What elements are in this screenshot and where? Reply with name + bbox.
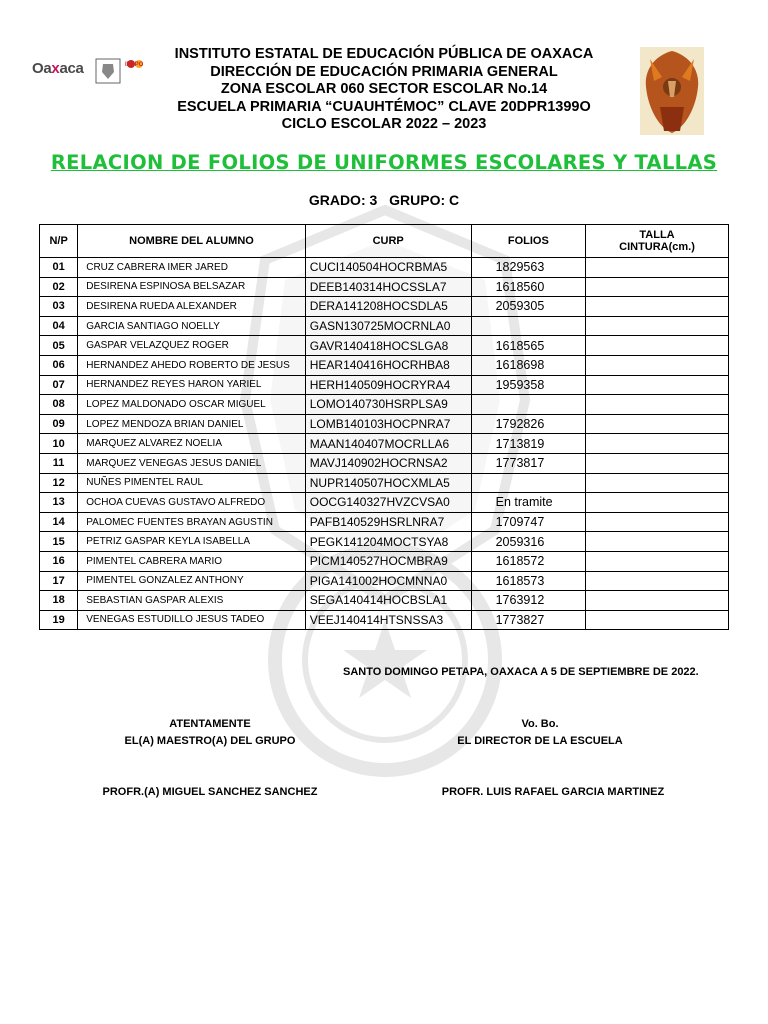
header-np: N/P bbox=[40, 225, 78, 258]
table-row bbox=[40, 414, 729, 434]
header-line-direction: DIRECCIÓN DE EDUCACIÓN PRIMARIA GENERAL bbox=[210, 63, 558, 80]
cell-folio bbox=[471, 473, 585, 493]
header-talla-line1: TALLA bbox=[639, 229, 675, 241]
cell-np: 08 bbox=[40, 395, 78, 415]
cell-curp: PIGA141002HOCMNNA0 bbox=[305, 571, 471, 591]
cell-np: 05 bbox=[40, 336, 78, 356]
cell-talla bbox=[586, 434, 729, 454]
oaxaca-logo-text: Oaxaca bbox=[32, 60, 84, 77]
cell-np: 10 bbox=[40, 434, 78, 454]
cell-student-name: HERNANDEZ REYES HARON YARIEL bbox=[78, 375, 306, 395]
header-curp: CURP bbox=[305, 225, 471, 258]
cell-curp: PICM140527HOCMBRA9 bbox=[305, 551, 471, 571]
cell-folio: 1713819 bbox=[471, 434, 585, 454]
header-line-cycle: CICLO ESCOLAR 2022 – 2023 bbox=[281, 116, 487, 133]
cell-talla bbox=[586, 512, 729, 532]
cell-curp: DEEB140314HOCSSLA7 bbox=[305, 277, 471, 297]
teacher-name: PROFR.(A) MIGUEL SANCHEZ SANCHEZ bbox=[102, 786, 318, 798]
table-row bbox=[40, 336, 729, 356]
cell-curp: MAVJ140902HOCRNSA2 bbox=[305, 453, 471, 473]
cell-folio: 1792826 bbox=[471, 414, 585, 434]
cell-student-name: GARCIA SANTIAGO NOELLY bbox=[78, 316, 306, 336]
cell-student-name: HERNANDEZ AHEDO ROBERTO DE JESUS bbox=[78, 355, 306, 375]
header-line-institute: INSTITUTO ESTATAL DE EDUCACIÓN PÚBLICA DE OAXACA bbox=[174, 46, 594, 62]
table-row bbox=[40, 395, 729, 415]
table-body bbox=[40, 258, 729, 630]
cell-talla bbox=[586, 473, 729, 493]
cell-np: 02 bbox=[40, 277, 78, 297]
sincerely-label: ATENTAMENTE bbox=[169, 718, 251, 730]
cell-curp: GASN130725MOCRNLA0 bbox=[305, 316, 471, 336]
cell-np: 09 bbox=[40, 414, 78, 434]
cell-np: 16 bbox=[40, 551, 78, 571]
cell-folio: 1829563 bbox=[471, 258, 585, 278]
cell-folio: 1618573 bbox=[471, 571, 585, 591]
cell-talla bbox=[586, 610, 729, 630]
cell-talla bbox=[586, 493, 729, 513]
cell-student-name: PALOMEC FUENTES BRAYAN AGUSTIN bbox=[78, 512, 306, 532]
cell-talla bbox=[586, 355, 729, 375]
cell-np: 03 bbox=[40, 297, 78, 317]
cuauhtemoc-emblem-icon bbox=[640, 47, 704, 135]
student-table bbox=[39, 224, 729, 630]
table-row bbox=[40, 258, 729, 278]
cell-folio: 1618572 bbox=[471, 551, 585, 571]
cell-curp: MAAN140407MOCRLLA6 bbox=[305, 434, 471, 454]
table-row bbox=[40, 551, 729, 571]
cell-talla bbox=[586, 375, 729, 395]
cell-talla bbox=[586, 297, 729, 317]
cell-student-name: SEBASTIAN GASPAR ALEXIS bbox=[78, 591, 306, 611]
table-row bbox=[40, 493, 729, 513]
cell-curp: HERH140509HOCRYRA4 bbox=[305, 375, 471, 395]
cell-np: 17 bbox=[40, 571, 78, 591]
table-header-row bbox=[40, 225, 729, 258]
ieepo-text: IEEPO bbox=[125, 62, 144, 68]
cell-np: 11 bbox=[40, 453, 78, 473]
director-signature-block bbox=[440, 716, 640, 750]
cell-talla bbox=[586, 258, 729, 278]
cell-curp: OOCG140327HVZCVSA0 bbox=[305, 493, 471, 513]
teacher-signature-block bbox=[90, 716, 330, 750]
cell-talla bbox=[586, 336, 729, 356]
cell-np: 06 bbox=[40, 355, 78, 375]
cell-curp: DERA141208HOCSDLA5 bbox=[305, 297, 471, 317]
institution-header bbox=[150, 46, 618, 134]
cell-student-name: OCHOA CUEVAS GUSTAVO ALFREDO bbox=[78, 493, 306, 513]
cell-student-name: LOPEZ MENDOZA BRIAN DANIEL bbox=[78, 414, 306, 434]
director-role-label: EL DIRECTOR DE LA ESCUELA bbox=[457, 735, 623, 747]
header-talla-line2: CINTURA(cm.) bbox=[619, 241, 695, 253]
grade-group-line bbox=[0, 192, 768, 208]
cell-student-name: VENEGAS ESTUDILLO JESUS TADEO bbox=[78, 610, 306, 630]
cell-talla bbox=[586, 591, 729, 611]
cell-student-name: MARQUEZ ALVAREZ NOELIA bbox=[78, 434, 306, 454]
cell-curp: SEGA140414HOCBSLA1 bbox=[305, 591, 471, 611]
cell-np: 19 bbox=[40, 610, 78, 630]
table-row bbox=[40, 434, 729, 454]
table-row bbox=[40, 277, 729, 297]
cell-talla bbox=[586, 316, 729, 336]
header-line-zone: ZONA ESCOLAR 060 SECTOR ESCOLAR No.14 bbox=[220, 81, 548, 98]
cell-np: 18 bbox=[40, 591, 78, 611]
cell-curp: GAVR140418HOCSLGA8 bbox=[305, 336, 471, 356]
table-row bbox=[40, 453, 729, 473]
cell-folio: 1618560 bbox=[471, 277, 585, 297]
cell-folio: 1709747 bbox=[471, 512, 585, 532]
approval-label: Vo. Bo. bbox=[521, 718, 559, 730]
cell-curp: LOMO140730HSRPLSA9 bbox=[305, 395, 471, 415]
cell-curp: VEEJ140414HTSNSSA3 bbox=[305, 610, 471, 630]
cell-talla bbox=[586, 277, 729, 297]
table-row bbox=[40, 591, 729, 611]
cell-np: 12 bbox=[40, 473, 78, 493]
cell-folio bbox=[471, 395, 585, 415]
cell-folio: En tramite bbox=[471, 493, 585, 513]
table-row bbox=[40, 512, 729, 532]
place-date: SANTO DOMINGO PETAPA, OAXACA A 5 DE SEPTIEMBRE DE 2022. bbox=[343, 666, 699, 678]
cell-talla bbox=[586, 551, 729, 571]
cell-folio: 1773827 bbox=[471, 610, 585, 630]
table-row bbox=[40, 571, 729, 591]
cell-student-name: LOPEZ MALDONADO OSCAR MIGUEL bbox=[78, 395, 306, 415]
cell-np: 14 bbox=[40, 512, 78, 532]
table-row bbox=[40, 316, 729, 336]
cell-student-name: PIMENTEL CABRERA MARIO bbox=[78, 551, 306, 571]
cell-talla bbox=[586, 532, 729, 552]
table-row bbox=[40, 532, 729, 552]
state-seal-icon bbox=[95, 58, 121, 84]
table-row bbox=[40, 610, 729, 630]
cell-curp: NUPR140507HOCXMLA5 bbox=[305, 473, 471, 493]
cell-student-name: PETRIZ GASPAR KEYLA ISABELLA bbox=[78, 532, 306, 552]
cell-folio: 2059316 bbox=[471, 532, 585, 552]
cell-folio: 1763912 bbox=[471, 591, 585, 611]
header-folios: FOLIOS bbox=[471, 225, 585, 258]
cell-folio bbox=[471, 316, 585, 336]
cell-talla bbox=[586, 571, 729, 591]
cell-folio: 1618698 bbox=[471, 355, 585, 375]
cell-talla bbox=[586, 395, 729, 415]
cell-folio: 2059305 bbox=[471, 297, 585, 317]
table-row bbox=[40, 355, 729, 375]
table-row bbox=[40, 375, 729, 395]
cell-np: 07 bbox=[40, 375, 78, 395]
document-title: RELACION DE FOLIOS DE UNIFORMES ESCOLARES Y TALLAS bbox=[50, 151, 718, 174]
cell-curp: CUCI140504HOCRBMA5 bbox=[305, 258, 471, 278]
cell-folio: 1773817 bbox=[471, 453, 585, 473]
cell-talla bbox=[586, 453, 729, 473]
director-name: PROFR. LUIS RAFAEL GARCIA MARTINEZ bbox=[441, 786, 665, 798]
cell-curp: LOMB140103HOCPNRA7 bbox=[305, 414, 471, 434]
header-talla bbox=[586, 225, 729, 258]
header-name: NOMBRE DEL ALUMNO bbox=[78, 225, 306, 258]
cell-student-name: PIMENTEL GONZALEZ ANTHONY bbox=[78, 571, 306, 591]
table-row bbox=[40, 297, 729, 317]
header-line-school: ESCUELA PRIMARIA “CUAUHTÉMOC” CLAVE 20DPR1399O bbox=[177, 98, 591, 115]
cell-student-name: MARQUEZ VENEGAS JESUS DANIEL bbox=[78, 453, 306, 473]
teacher-role-label: EL(A) MAESTRO(A) DEL GRUPO bbox=[124, 735, 296, 747]
cell-student-name: GASPAR VELAZQUEZ ROGER bbox=[78, 336, 306, 356]
cell-student-name: DESIRENA RUEDA ALEXANDER bbox=[78, 297, 306, 317]
table-row bbox=[40, 473, 729, 493]
cell-curp: HEAR140416HOCRHBA8 bbox=[305, 355, 471, 375]
cell-np: 01 bbox=[40, 258, 78, 278]
cell-talla bbox=[586, 414, 729, 434]
cell-student-name: NUÑES PIMENTEL RAUL bbox=[78, 473, 306, 493]
cell-np: 15 bbox=[40, 532, 78, 552]
oaxaca-government-logo bbox=[32, 52, 152, 88]
cell-curp: PEGK141204MOCTSYA8 bbox=[305, 532, 471, 552]
cell-student-name: CRUZ CABRERA IMER JARED bbox=[78, 258, 306, 278]
cell-np: 13 bbox=[40, 493, 78, 513]
cell-np: 04 bbox=[40, 316, 78, 336]
cell-student-name: DESIRENA ESPINOSA BELSAZAR bbox=[78, 277, 306, 297]
cell-folio: 1959358 bbox=[471, 375, 585, 395]
grade-label: GRADO: 3 bbox=[308, 192, 378, 208]
cell-curp: PAFB140529HSRLNRA7 bbox=[305, 512, 471, 532]
group-label: GRUPO: C bbox=[389, 192, 460, 208]
cell-folio: 1618565 bbox=[471, 336, 585, 356]
ieepo-logo bbox=[125, 56, 153, 84]
